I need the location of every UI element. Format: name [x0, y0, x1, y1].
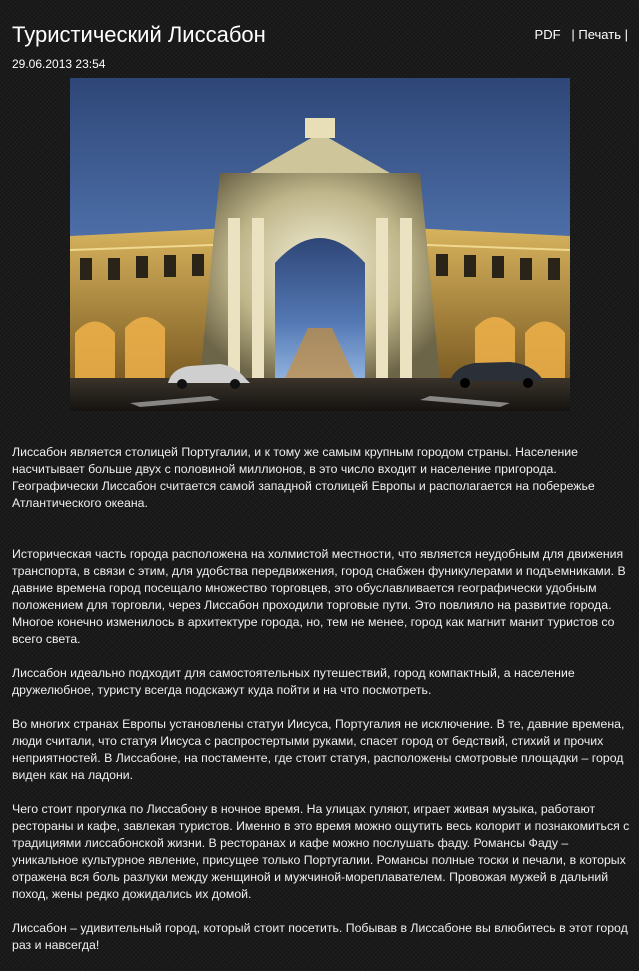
print-link[interactable]: Печать	[578, 27, 621, 42]
toolbar-separator-end: |	[624, 27, 628, 42]
arch-photo	[70, 78, 570, 411]
article-paragraph: Чего стоит прогулка по Лиссабону в ночное время. На улицах гуляют, играет живая музыка, работают рестораны и кафе, завлекая туристов. Именно в это время можно ощутить весь колорит и познакомиться с традициями лиссабонской жизни. В ресторанах и кафе можно послушать фаду. Романсы Фаду – уникальное культурное явление, присущее только Португалии. Романсы полные тоски и печали, в которых отражена вся боль разлуки между женщиной и мужчиной-мореплавателем. Провожая мужей в дальний поход, жены редко дожидались их домой.	[12, 802, 630, 901]
toolbar-separator: |	[571, 27, 575, 42]
article-paragraph: Лиссабон является столицей Португалии, и к тому же самым крупным городом страны. Население насчитывает больше двух с половиной миллионов, в это число входит и население пригорода. Географически Лиссабон считается самой западной столицей Европы и располагается на побережье Атлантического океана.	[12, 445, 595, 510]
article-paragraph: Историческая часть города расположена на холмистой местности, что является неудобным для движения транспорта, в связи с этим, для удобства передвижения, город снабжен фуникулерами и подъемниками. В давние времена город посещало множество торговцев, это обуславливается географически удобным положением для торговли, через Лиссабон проходили торговые пути. Это повлияло на развитие города. Многое конечно изменилось в архитектуре города, но, тем не менее, город как магнит манит туристов со всего света.	[12, 547, 626, 646]
article-body	[12, 444, 632, 971]
article-paragraph: Лиссабон идеально подходит для самостоятельных путешествий, город компактный, а население дружелюбное, туристу всегда подскажут куда пойти и на что посмотреть.	[12, 666, 575, 697]
article-title: Туристический Лиссабон	[12, 22, 266, 47]
publish-date: 29.06.2013 23:54	[12, 57, 106, 71]
article-paragraph: Во многих странах Европы установлены статуи Иисуса, Португалия не исключение. В те, давние времена, люди считали, что статуя Иисуса с распростертыми руками, спасет город от бедствий, стихий и прочих неприятностей. В Лиссабоне, на постаменте, где стоит статуя, расположены смотровые площадки – город виден как на ладони.	[12, 717, 625, 782]
article-paragraph: Лиссабон – удивительный город, который стоит посетить. Побывав в Лиссабоне вы влюбитесь в этот город раз и навсегда!	[12, 921, 628, 952]
article-toolbar	[535, 27, 628, 43]
pdf-link[interactable]: PDF	[534, 27, 561, 42]
